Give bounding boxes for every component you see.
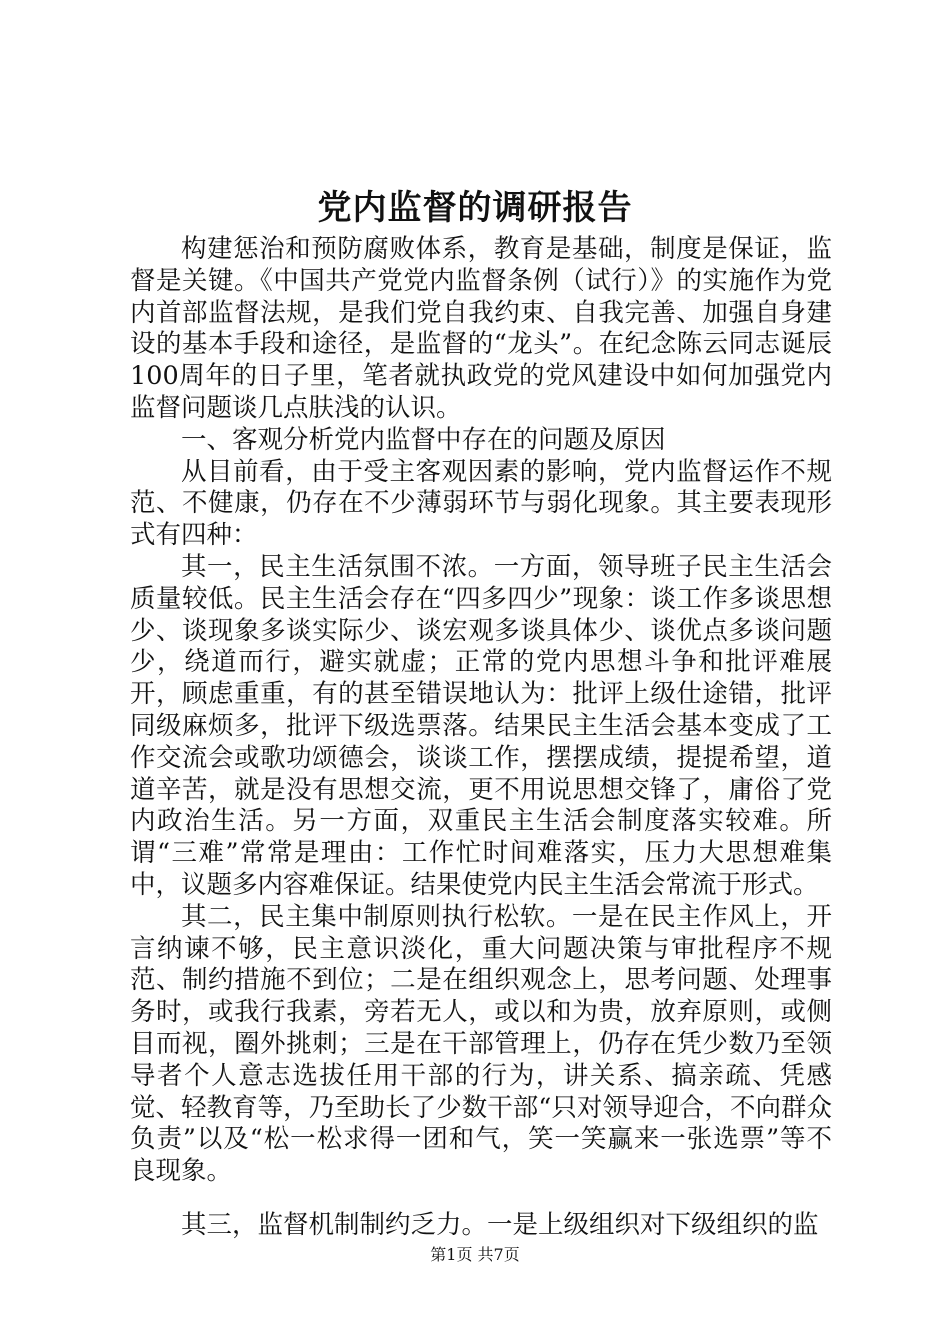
overview-paragraph: 从目前看，由于受主客观因素的影响，党内监督运作不规范、不健康，仍存在不少薄弱环节与弱化现象。其主要表现形式有四种：	[130, 456, 832, 551]
page-footer: 第1页 共7页	[430, 1245, 520, 1264]
document-body	[130, 234, 832, 1242]
document-title: 党内监督的调研报告	[317, 188, 633, 228]
point-two-paragraph: 其二，民主集中制原则执行松软。一是在民主作风上，开言纳谏不够，民主意识淡化，重大问题决策与审批程序不规范、制约措施不到位；二是在组织观念上，思考问题、处理事务时，或我行我素，旁若无人，或以和为贵，放弃原则，或侧目而视，圈外挑刺；三是在干部管理上，仍存在凭少数乃至领导者个人意志选拔任用干部的行为，讲关系、搞亲疏、凭感觉、轻教育等，乃至助长了少数干部“只对领导迎合，不向群众负责”以及“松一松求得一团和气，笑一笑赢来一张选票”等不良现象。	[130, 901, 832, 1187]
section-heading: 一、客观分析党内监督中存在的问题及原因	[181, 424, 666, 455]
point-one-paragraph: 其一，民主生活氛围不浓。一方面，领导班子民主生活会质量较低。民主生活会存在“四多四少”现象：谈工作多谈思想少、谈现象多谈实际少、谈宏观多谈具体少、谈优点多谈问题少，绕道而行，避实就虚；正常的党内思想斗争和批评难展开，顾虑重重，有的甚至错误地认为：批评上级仕途错，批评同级麻烦多，批评下级选票落。结果民主生活会基本变成了工作交流会或歌功颂德会，谈谈工作，摆摆成绩，提提希望，道道辛苦，就是没有思想交流，更不用说思想交锋了，庸俗了党内政治生活。另一方面，双重民主生活会制度落实较难。所谓“三难”常常是理由：工作忙时间难落实，压力大思想难集中，议题多内容难保证。结果使党内民主生活会常流于形式。	[130, 551, 832, 900]
intro-paragraph: 构建惩治和预防腐败体系，教育是基础，制度是保证，监督是关键。《中国共产党党内监督条例（试行）》的实施作为党内首部监督法规，是我们党自我约束、自我完善、加强自身建设的基本手段和途径，是监督的“龙头”。在纪念陈云同志诞辰100周年的日子里，笔者就执政党的党风建设中如何加强党内监督问题谈几点肤浅的认识。	[130, 234, 832, 423]
point-three-paragraph: 其三，监督机制制约乏力。一是上级组织对下级组织的监	[181, 1209, 819, 1240]
